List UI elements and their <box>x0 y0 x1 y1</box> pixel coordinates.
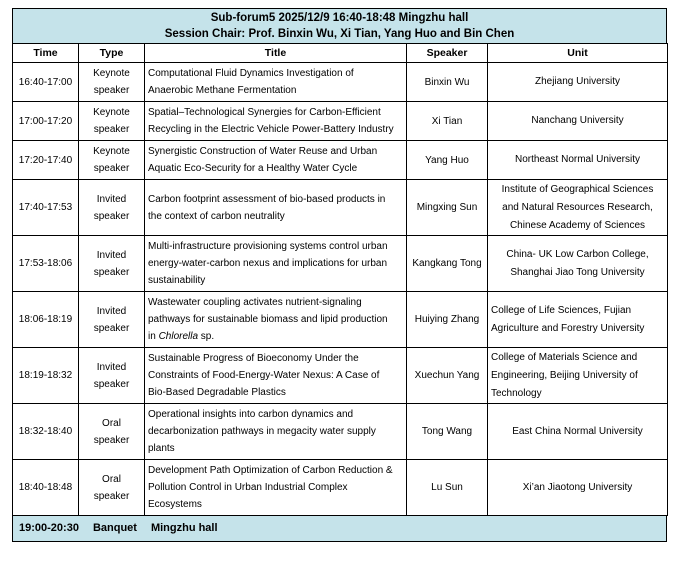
type-cell <box>79 141 145 180</box>
title-cell <box>145 102 407 141</box>
title-line <box>148 328 403 345</box>
title-cell <box>145 348 407 404</box>
unit-cell <box>488 180 668 236</box>
unit-line: College of Life Sciences, Fujian <box>491 304 632 316</box>
unit-line: Nanchang University <box>531 115 624 126</box>
session-chair: Session Chair: Prof. Binxin Wu, Xi Tian, Yang Huo and Bin Chen <box>164 27 515 40</box>
type-cell <box>79 460 145 516</box>
column-header-type: Type <box>79 44 145 63</box>
banquet-event: Banquet <box>92 522 137 534</box>
title-line: plants <box>148 443 175 454</box>
unit-cell <box>488 348 668 404</box>
table-row <box>13 102 668 141</box>
unit-line: Chinese Academy of Sciences <box>509 219 646 231</box>
type-line: speaker <box>93 124 130 135</box>
title-line: Bio-Based Degradable Plastics <box>148 387 286 398</box>
species-name: Chlorella <box>158 331 199 342</box>
title-line: Spatial–Technological Synergies for Carbon-Efficient <box>148 107 381 118</box>
table-row <box>13 348 668 404</box>
type-line: Invited <box>96 305 127 317</box>
time-cell: 18:06-18:19 <box>13 292 79 348</box>
title-text: sp. <box>198 331 215 342</box>
table-row <box>13 460 668 516</box>
title-line: Operational insights into carbon dynamics and <box>148 409 354 420</box>
speaker-cell: Mingxing Sun <box>407 180 488 236</box>
type-line: Keynote <box>93 68 130 79</box>
type-line: speaker <box>93 490 130 502</box>
speaker-cell: Xi Tian <box>407 102 488 141</box>
type-cell <box>79 236 145 292</box>
type-line: speaker <box>93 378 130 390</box>
type-cell <box>79 348 145 404</box>
table-row <box>13 141 668 180</box>
unit-line: Shanghai Jiao Tong University <box>510 266 645 278</box>
title-line: Multi-infrastructure provisioning systems control urban <box>148 241 388 252</box>
unit-cell <box>488 141 668 180</box>
unit-line: Institute of Geographical Sciences <box>501 183 654 195</box>
time-cell: 17:00-17:20 <box>13 102 79 141</box>
type-line: Oral <box>102 473 121 485</box>
unit-line: East China Normal University <box>512 425 643 437</box>
speaker-cell: Lu Sun <box>407 460 488 516</box>
type-line: speaker <box>93 266 130 278</box>
unit-cell <box>488 102 668 141</box>
speaker-cell: Xuechun Yang <box>407 348 488 404</box>
type-line: Keynote <box>93 107 130 118</box>
banquet-row <box>12 516 667 542</box>
unit-cell <box>488 63 668 102</box>
title-line: sustainability <box>148 275 206 286</box>
banquet-time: 19:00-20:30 <box>19 522 79 534</box>
title-line: Sustainable Progress of Bioeconomy Under the <box>148 353 359 364</box>
column-header-row <box>13 44 668 63</box>
title-cell <box>145 404 407 460</box>
title-text: in <box>148 331 159 342</box>
time-cell: 16:40-17:00 <box>13 63 79 102</box>
unit-line: Engineering, Beijing University of <box>491 369 638 381</box>
type-line: speaker <box>93 85 130 96</box>
type-line: Invited <box>96 249 127 261</box>
unit-line: Zhejiang University <box>534 76 621 87</box>
type-line: Invited <box>96 361 127 373</box>
title-line: Constraints of Food-Energy-Water Nexus: A Case of <box>148 370 380 381</box>
title-line: Carbon footprint assessment of bio-based products in <box>148 193 386 205</box>
title-line: Recycling in the Electric Vehicle Power-Battery Industry <box>148 124 394 135</box>
column-header-title: Title <box>145 44 407 63</box>
type-cell <box>79 63 145 102</box>
speaker-cell: Tong Wang <box>407 404 488 460</box>
unit-cell <box>488 460 668 516</box>
title-line: Aquatic Eco-Security for a Healthy Water Cycle <box>148 163 358 174</box>
schedule-sheet <box>12 8 667 542</box>
unit-cell <box>488 236 668 292</box>
title-line: the context of carbon neutrality <box>148 210 285 222</box>
session-header <box>12 8 667 43</box>
title-cell <box>145 141 407 180</box>
column-header-unit: Unit <box>488 44 668 63</box>
schedule-table <box>12 43 668 516</box>
time-cell: 18:32-18:40 <box>13 404 79 460</box>
table-row <box>13 63 668 102</box>
column-header-time: Time <box>13 44 79 63</box>
title-cell <box>145 460 407 516</box>
type-cell <box>79 102 145 141</box>
type-line: Keynote <box>93 146 130 157</box>
unit-line: China- UK Low Carbon College, <box>506 248 649 260</box>
type-line: speaker <box>93 322 130 334</box>
type-line: speaker <box>93 163 130 174</box>
time-cell: 17:53-18:06 <box>13 236 79 292</box>
type-cell <box>79 404 145 460</box>
title-cell <box>145 292 407 348</box>
unit-cell <box>488 292 668 348</box>
table-row <box>13 236 668 292</box>
title-line: Synergistic Construction of Water Reuse and Urban <box>148 146 378 157</box>
speaker-cell: Yang Huo <box>407 141 488 180</box>
title-cell <box>145 236 407 292</box>
speaker-cell: Huiying Zhang <box>407 292 488 348</box>
unit-line: Northeast Normal University <box>514 154 641 165</box>
title-line: decarbonization pathways in megacity water supply <box>148 426 376 437</box>
title-line: Development Path Optimization of Carbon Reduction & <box>148 465 393 476</box>
table-row <box>13 404 668 460</box>
speaker-cell: Binxin Wu <box>407 63 488 102</box>
type-cell <box>79 292 145 348</box>
time-cell: 18:19-18:32 <box>13 348 79 404</box>
time-cell: 18:40-18:48 <box>13 460 79 516</box>
time-cell: 17:20-17:40 <box>13 141 79 180</box>
unit-cell <box>488 404 668 460</box>
unit-line: Xi’an Jiaotong University <box>522 481 633 493</box>
title-line: Computational Fluid Dynamics Investigation of <box>148 68 354 79</box>
type-cell <box>79 180 145 236</box>
type-line: speaker <box>93 210 130 222</box>
title-cell <box>145 63 407 102</box>
unit-line: College of Materials Science and <box>491 351 638 363</box>
title-line: Anaerobic Methane Fermentation <box>148 85 297 96</box>
title-cell <box>145 180 407 236</box>
banquet-place: Mingzhu hall <box>150 522 218 534</box>
type-line: Oral <box>102 417 121 429</box>
table-row <box>13 292 668 348</box>
table-row <box>13 180 668 236</box>
type-line: Invited <box>96 193 127 205</box>
speaker-cell: Kangkang Tong <box>407 236 488 292</box>
column-header-speaker: Speaker <box>407 44 488 63</box>
type-line: speaker <box>93 434 130 446</box>
title-line: Wastewater coupling activates nutrient-signaling <box>148 297 362 308</box>
title-line: Pollution Control in Urban Industrial Complex <box>148 482 348 493</box>
unit-line: Agriculture and Forestry University <box>491 322 645 334</box>
time-cell: 17:40-17:53 <box>13 180 79 236</box>
title-line: energy-water-carbon nexus and implications for urban <box>148 258 388 269</box>
session-title: Sub-forum5 2025/12/9 16:40-18:48 Mingzhu hall <box>210 12 469 24</box>
unit-line: and Natural Resources Research, <box>502 201 653 213</box>
title-line: Ecosystems <box>148 499 202 510</box>
title-line: pathways for sustainable biomass and lipid production <box>148 314 388 325</box>
unit-line: Technology <box>491 387 542 399</box>
